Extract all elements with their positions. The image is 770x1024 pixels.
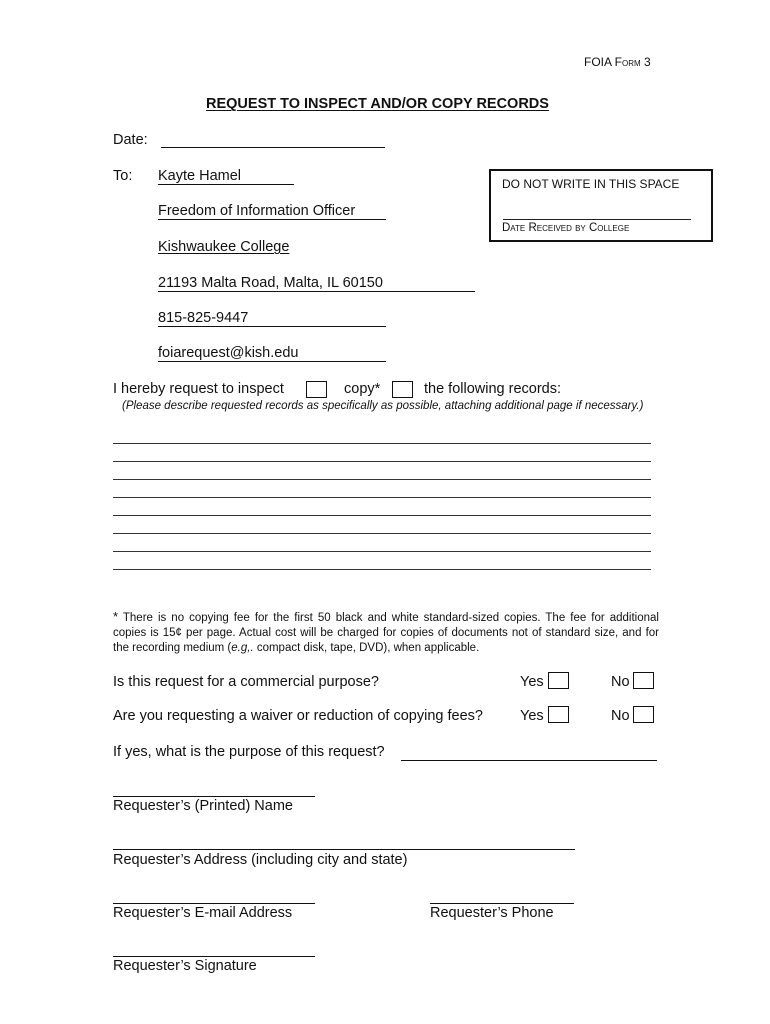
description-line[interactable] [113,497,651,498]
commercial-question: Is this request for a commercial purpose? [113,674,379,690]
recipient-email: foiarequest@kish.edu [158,345,299,361]
phone-label: Requester’s Phone [430,905,554,921]
office-use-heading: DO NOT WRITE IN THIS SPACE [502,177,680,191]
purpose-field[interactable] [401,744,657,761]
email-label: Requester’s E-mail Address [113,905,293,921]
fee-footnote [113,609,659,656]
date-received-line [503,219,691,220]
office-use-box [489,169,713,242]
description-line[interactable] [113,551,651,552]
description-line[interactable] [113,533,651,534]
description-line[interactable] [113,443,651,444]
commercial-no-checkbox[interactable] [633,672,654,689]
copy-checkbox[interactable] [392,381,413,398]
copy-label: copy* [344,381,381,397]
request-prefix: I hereby request to inspect [113,381,284,397]
recipient-org: Kishwaukee College [158,239,290,255]
waiver-no-checkbox[interactable] [633,706,654,723]
recipient-name-underline [158,170,294,185]
address-label: Requester’s Address (including city and state) [113,852,408,868]
description-line[interactable] [113,461,651,462]
phone-field[interactable] [430,887,574,904]
recipient-title: Freedom of Information Officer [158,203,356,219]
address-field[interactable] [113,833,575,850]
footnote-star: * [113,609,119,624]
inspect-checkbox[interactable] [306,381,327,398]
page-title: REQUEST TO INSPECT AND/OR COPY RECORDS [206,96,549,112]
request-suffix: the following records: [424,381,562,397]
recipient-name: Kayte Hamel [158,168,242,184]
printed-name-label: Requester’s (Printed) Name [113,798,293,814]
date-label: Date: [113,132,148,148]
waiver-yes-label: Yes [520,708,544,724]
instructions-text: (Please describe requested records as specifically as possible, attaching additional page if necessary.) [122,400,644,412]
signature-field[interactable] [113,940,315,957]
form-id: FOIA Form 3 [584,55,651,69]
commercial-no-label: No [611,674,630,690]
description-line[interactable] [113,569,651,570]
waiver-yes-checkbox[interactable] [548,706,569,723]
commercial-yes-label: Yes [520,674,544,690]
recipient-title-underline [158,205,386,220]
waiver-no-label: No [611,708,630,724]
printed-name-field[interactable] [113,780,315,797]
description-line[interactable] [113,479,651,480]
to-label: To: [113,168,133,184]
recipient-address: 21193 Malta Road, Malta, IL 60150 [158,275,383,291]
email-field[interactable] [113,887,315,904]
waiver-question: Are you requesting a waiver or reduction of copying fees? [113,708,483,724]
recipient-phone: 815-825-9447 [158,310,249,326]
purpose-question: If yes, what is the purpose of this request? [113,744,385,760]
description-line[interactable] [113,515,651,516]
date-received-label: Date Received by College [502,222,630,234]
date-field[interactable] [161,131,385,148]
recipient-phone-underline [158,312,386,327]
signature-label: Requester’s Signature [113,958,257,974]
recipient-address-underline [158,277,475,292]
footnote-text-2: compact disk, tape, DVD), when applicable. [253,642,480,654]
footnote-eg: e.g,. [231,642,254,654]
commercial-yes-checkbox[interactable] [548,672,569,689]
recipient-email-underline [158,347,386,362]
footnote-text-1: There is no copying fee for the first 50 black and white standard-sized copies. The fee for additional copies is 15¢ per page. Actual cost will be charged for copies of documents not of standard size, and for the recording medium ( [113,612,659,654]
